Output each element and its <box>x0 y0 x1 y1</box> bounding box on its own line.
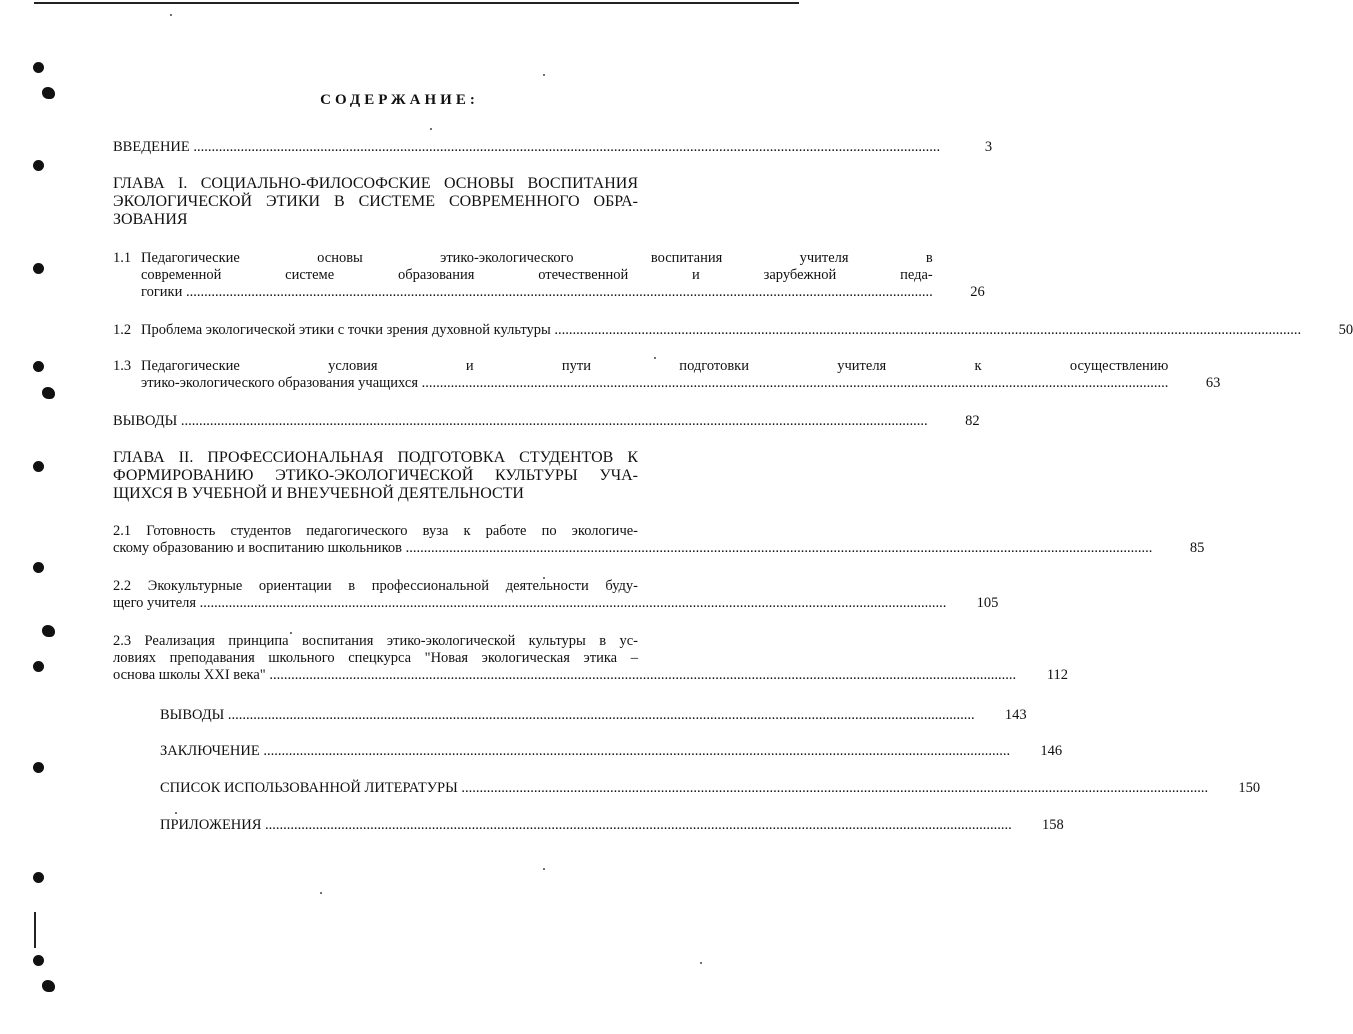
toc-entry-text: Проблема экологической этики с точки зрения духовной культуры ..... <box>141 322 1301 339</box>
scan-speck <box>175 812 177 814</box>
binding-hole <box>33 160 44 171</box>
chapter-title-line: ФОРМИРОВАНИЮ ЭТИКО-ЭКОЛОГИЧЕСКОЙ КУЛЬТУРЫ УЧА- <box>113 467 638 484</box>
scan-speck <box>430 128 432 130</box>
toc-entry-text: ВЫВОДЫ ..... <box>113 413 928 430</box>
chapter-title-line: ГЛАВА I. СОЦИАЛЬНО-ФИЛОСОФСКИЕ ОСНОВЫ ВОСПИТАНИЯ <box>113 175 638 192</box>
binding-hole <box>33 955 44 966</box>
toc-page-number: 146 <box>1040 743 1063 759</box>
toc-entry-text: гогики ..... <box>141 284 933 301</box>
scan-speck <box>700 962 702 964</box>
toc-entry-text: ВЫВОДЫ ..... <box>160 707 975 724</box>
toc-section-2-3 <box>113 633 1069 684</box>
binding-hole <box>33 263 44 274</box>
toc-entry-conclusion <box>160 743 1063 760</box>
toc-entry-text: скому образованию и воспитанию школьников ..... <box>113 540 1152 557</box>
toc-chapter-2 <box>113 449 690 503</box>
toc-section-2-1 <box>113 523 1205 557</box>
section-number: 1.2 <box>113 322 132 338</box>
toc-page-number: 82 <box>965 413 980 429</box>
toc-entry-conclusions-2 <box>160 707 1027 724</box>
scan-speck <box>543 74 545 76</box>
toc-section-1-3 <box>113 358 1221 392</box>
section-number: 1.3 <box>113 358 132 374</box>
scan-speck <box>543 868 545 870</box>
toc-page-number: 63 <box>1205 375 1221 391</box>
binding-hole <box>33 62 44 73</box>
scan-top-edge <box>34 2 799 4</box>
toc-entry-appendices <box>160 817 1064 834</box>
binding-hole <box>33 762 44 773</box>
toc-entry-text: ЗАКЛЮЧЕНИЕ ..... <box>160 743 1010 760</box>
scan-speck <box>320 892 322 894</box>
toc-entry-text: ПРИЛОЖЕНИЯ ..... <box>160 817 1012 834</box>
toc-entry-conclusions-1 <box>113 413 980 430</box>
chapter-title-line: ЭКОЛОГИЧЕСКОЙ ЭТИКИ В СИСТЕМЕ СОВРЕМЕННОГО ОБРА- <box>113 193 638 210</box>
toc-entry-text: основа школы XXI века" ..... <box>113 667 1016 684</box>
chapter-title-line: ГЛАВА II. ПРОФЕССИОНАЛЬНАЯ ПОДГОТОВКА СТУДЕНТОВ К <box>113 449 638 466</box>
binding-hole <box>33 872 44 883</box>
scan-margin-line <box>34 912 36 948</box>
binding-hole <box>33 661 44 672</box>
toc-chapter-1 <box>113 175 690 229</box>
toc-page-number: 112 <box>1046 667 1069 683</box>
toc-section-1-2 <box>113 322 1353 339</box>
binding-hole <box>33 562 44 573</box>
section-title-line: 2.1 Готовность студентов педагогического вуза к работе по экологиче- <box>113 523 638 539</box>
binding-hole <box>42 387 55 399</box>
toc-page-number: 85 <box>1189 540 1205 556</box>
toc-page-number: 26 <box>970 284 985 300</box>
toc-page-number: 150 <box>1238 780 1261 796</box>
section-title-line: ловиях преподавания школьного спецкурса "Новая экологическая этика – <box>113 650 638 666</box>
binding-hole <box>33 361 44 372</box>
toc-entry-text: СПИСОК ИСПОЛЬЗОВАННОЙ ЛИТЕРАТУРЫ ..... <box>160 780 1208 797</box>
section-title-line: Педагогические основы этико-экологического воспитания учителя в <box>141 250 933 266</box>
toc-section-1-1 <box>113 250 985 301</box>
toc-entry-references <box>160 780 1261 797</box>
section-title-line: 2.3 Реализация принципа воспитания этико-экологической культуры в ус- <box>113 633 638 649</box>
section-title-line: Педагогические условия и пути подготовки учителя к осуществлению <box>141 358 1169 374</box>
chapter-title-line: ЩИХСЯ В УЧЕБНОЙ И ВНЕУЧЕБНОЙ ДЕЯТЕЛЬНОСТИ <box>113 485 524 502</box>
toc-entry-text: щего учителя ..... <box>113 595 946 612</box>
binding-hole <box>42 980 55 992</box>
toc-entry-text: ВВЕДЕНИЕ ..... <box>113 139 940 156</box>
toc-page-number: 143 <box>1004 707 1027 723</box>
scan-speck <box>170 14 172 16</box>
page-title: СОДЕРЖАНИЕ: <box>320 92 479 108</box>
binding-hole <box>33 461 44 472</box>
binding-hole <box>42 625 55 637</box>
toc-page-number: 105 <box>976 595 999 611</box>
section-title-line: 2.2 Экокультурные ориентации в профессиональной деятельности буду- <box>113 578 638 594</box>
toc-page-number: 158 <box>1042 817 1064 833</box>
chapter-title-line: ЗОВАНИЯ <box>113 211 188 228</box>
section-number: 1.1 <box>113 250 132 266</box>
toc-page-number: 50 <box>1338 322 1353 338</box>
toc-page-number: 3 <box>984 139 993 155</box>
toc-section-2-2 <box>113 578 999 612</box>
toc-entry-text: этико-экологического образования учащихся ..... <box>141 375 1168 392</box>
section-title-line: современной системе образования отечественной и зарубежной педа- <box>141 267 933 283</box>
toc-entry-introduction <box>113 139 993 156</box>
